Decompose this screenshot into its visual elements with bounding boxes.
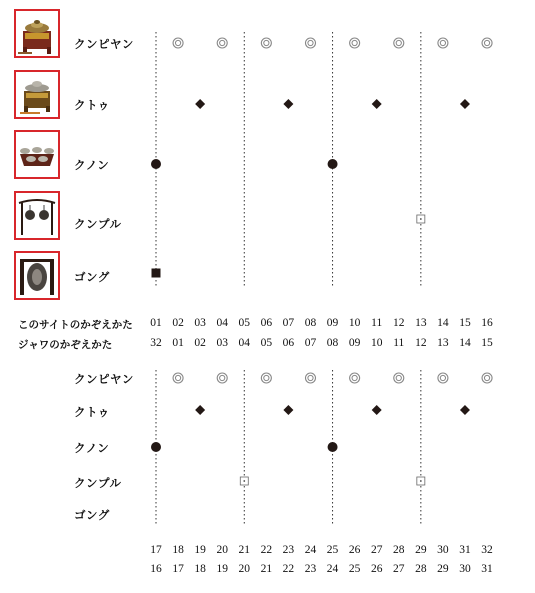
section2-kempyang-stroke-4-inner [220,375,225,380]
section1-kempyang-stroke-4 [217,38,227,48]
section2-label-kempyang: クンピヤン [74,374,134,386]
section1-kempyang-stroke-6 [261,38,271,48]
section2-ketuk-stroke-15 [460,405,470,415]
section1-site-count: 07 [282,317,295,329]
section2-site-count: 20 [216,544,228,556]
section1-java-count: 32 [150,337,162,349]
section1-java-count: 13 [437,337,449,349]
section1-site-count: 06 [260,317,273,329]
section1-kempyang-stroke-4-inner [220,40,225,45]
section2-java-count: 18 [194,563,206,575]
section2-label-kenong: クノン [74,443,110,455]
section2-kempyang-stroke-8 [305,373,315,383]
section2-site-count: 22 [260,544,273,556]
section1-java-count: 14 [459,337,471,349]
section2-label-ketuk: クトゥ [74,407,110,419]
section1-java-count: 07 [304,337,317,349]
section1-gong-stroke-1 [152,269,161,278]
section1-java-count: 02 [194,337,206,349]
section1-site-count: 05 [238,317,251,329]
section1-java-count: 05 [260,337,273,349]
section2-site-count: 24 [304,544,317,556]
section1-kempyang-stroke-2 [173,38,183,48]
section2-ketuk-stroke-11 [372,405,382,415]
section2-site-count: 27 [370,544,383,556]
section2-site-count: 19 [194,544,206,556]
section2-kempyang-stroke-6-inner [264,375,269,380]
section2-java-count: 21 [260,563,273,575]
section2-site-count: 28 [393,544,405,556]
section2-kenong-stroke-1 [151,442,161,452]
section1-ketuk-stroke-3 [195,99,205,109]
section1-java-count: 10 [370,337,383,349]
section1-label-kempyang: クンピヤン [74,39,134,51]
section2-site-count: 23 [282,544,295,556]
section1-ketuk-stroke-15 [460,99,470,109]
section1-site-count: 12 [393,317,405,329]
section2-kempul-stroke-13-dot [420,480,422,482]
section2-kempyang-stroke-2-inner [175,375,180,380]
section2-site-count: 25 [326,544,339,556]
section1-site-count: 09 [326,317,339,329]
section1-kempyang-stroke-14-inner [440,40,445,45]
section1-site-count: 10 [348,317,361,329]
section2-kempyang-stroke-10-inner [352,375,357,380]
section1-java-count-header: ジャワのかぞえかた [18,339,113,351]
section2-site-count: 18 [172,544,184,556]
section1-site-count: 15 [459,317,471,329]
section1-label-gong: ゴング [74,272,110,284]
section2-site-count: 21 [238,544,251,556]
section1-java-count: 12 [415,337,427,349]
section2-kempyang-stroke-4 [217,373,227,383]
section2-site-count: 30 [437,544,449,556]
section2-site-count: 32 [481,544,493,556]
section1-java-count: 09 [348,337,361,349]
section1-site-count: 03 [194,317,206,329]
section2-java-count: 29 [437,563,449,575]
section1-java-count: 03 [216,337,228,349]
section1-site-count-header: このサイトのかぞえかた [18,319,133,331]
section1-java-count: 06 [282,337,295,349]
section2-label-gong: ゴング [74,510,110,522]
section2-java-count: 19 [216,563,228,575]
section1-ketuk-stroke-11 [372,99,382,109]
section2-java-count: 24 [326,563,339,575]
section2-label-kempul: クンプル [74,478,122,490]
section2-java-count: 25 [348,563,361,575]
section2-kempyang-stroke-14 [438,373,448,383]
section1-kempyang-stroke-16-inner [484,40,489,45]
section1-site-count: 01 [150,317,162,329]
section1-site-count: 14 [437,317,449,329]
section1-java-count: 01 [172,337,184,349]
section2-java-count: 30 [459,563,471,575]
section2-site-count: 31 [459,544,471,556]
section1-label-kempul: クンプル [74,219,122,231]
section1-site-count: 02 [172,317,184,329]
section2-kempyang-stroke-16 [482,373,492,383]
section2-java-count: 16 [150,563,162,575]
section1-kempyang-stroke-10-inner [352,40,357,45]
section2-kempyang-stroke-16-inner [484,375,489,380]
section2-java-count: 22 [282,563,295,575]
section1-site-count: 08 [304,317,317,329]
section2-java-count: 17 [172,563,184,575]
section2-java-count: 26 [370,563,383,575]
section1-kempyang-stroke-10 [350,38,360,48]
section2-kempyang-stroke-12 [394,373,404,383]
section2-kenong-stroke-9 [328,442,338,452]
section1-java-count: 11 [393,337,405,349]
section1-site-count: 16 [481,317,493,329]
section2-java-count: 20 [238,563,251,575]
section2-site-count: 17 [150,544,162,556]
section1-java-count: 15 [481,337,493,349]
section1-kenong-stroke-1 [151,159,161,169]
section1-kempul-stroke-13-dot [420,218,422,220]
section2-site-count: 26 [348,544,361,556]
section1-kempyang-stroke-2-inner [175,40,180,45]
section2-java-count: 28 [415,563,427,575]
section1-java-count: 04 [238,337,251,349]
section1-label-ketuk: クトゥ [74,100,110,112]
section1-kempyang-stroke-8 [305,38,315,48]
section1-kenong-stroke-9 [328,159,338,169]
section1-kempyang-stroke-6-inner [264,40,269,45]
section1-kempyang-stroke-12 [394,38,404,48]
section2-java-count: 31 [481,563,493,575]
section1-site-count: 11 [371,317,383,329]
section1-ketuk-stroke-7 [283,99,293,109]
section1-kempyang-stroke-12-inner [396,40,401,45]
section1-java-count: 08 [326,337,339,349]
section2-java-count: 23 [304,563,317,575]
section2-kempyang-stroke-2 [173,373,183,383]
section1-site-count: 13 [415,317,427,329]
section2-site-count: 29 [415,544,427,556]
section2-ketuk-stroke-3 [195,405,205,415]
section2-kempyang-stroke-14-inner [440,375,445,380]
section1-label-kenong: クノン [74,160,110,172]
section1-kempyang-stroke-8-inner [308,40,313,45]
section1-kempyang-stroke-14 [438,38,448,48]
section2-kempyang-stroke-6 [261,373,271,383]
section2-kempul-stroke-5-dot [243,480,245,482]
section1-site-count: 04 [216,317,228,329]
section2-kempyang-stroke-8-inner [308,375,313,380]
section1-kempyang-stroke-16 [482,38,492,48]
section2-kempyang-stroke-10 [350,373,360,383]
section2-ketuk-stroke-7 [283,405,293,415]
section2-java-count: 27 [393,563,405,575]
section2-kempyang-stroke-12-inner [396,375,401,380]
